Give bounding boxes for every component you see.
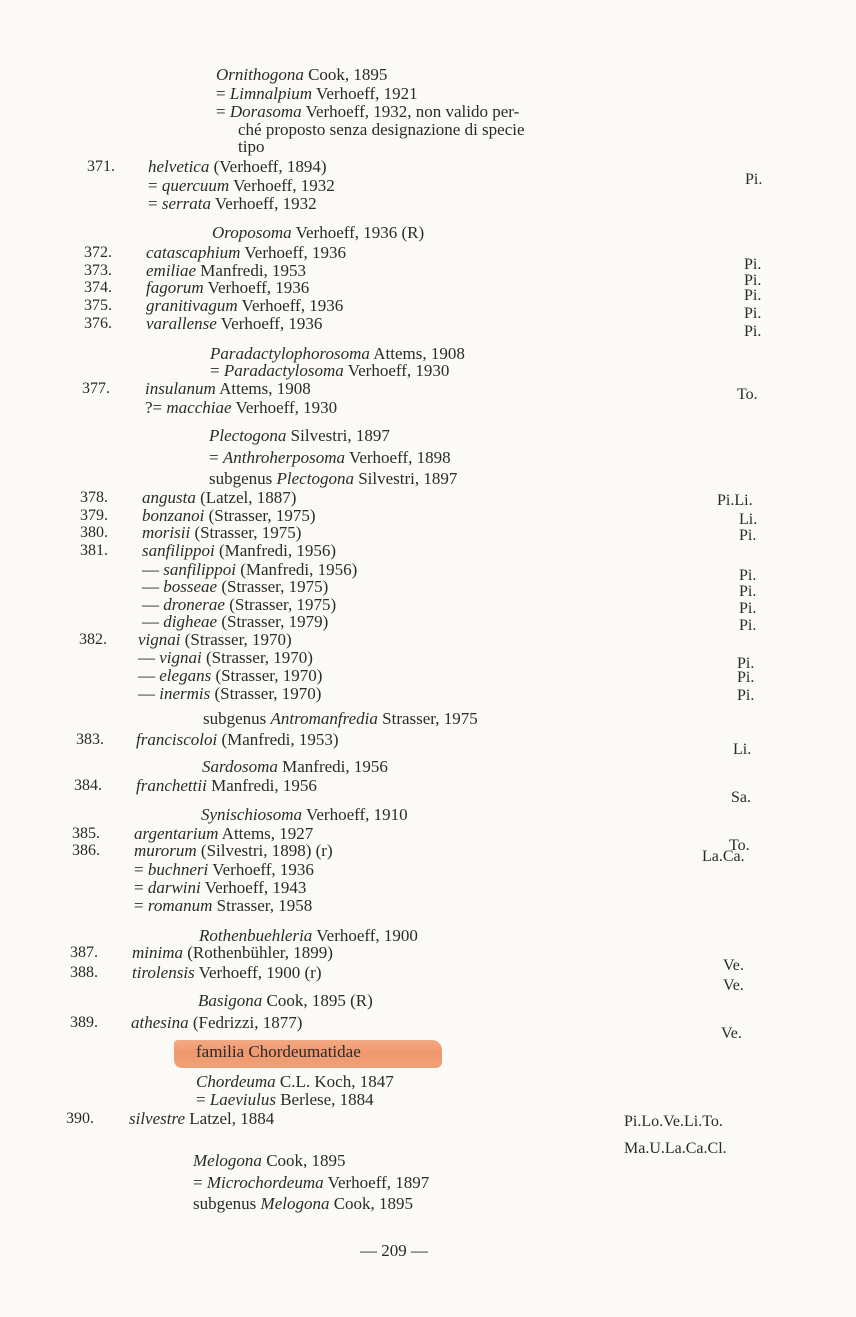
taxon-line xyxy=(202,758,388,776)
taxon-line xyxy=(138,667,322,685)
taxon-name: argentarium xyxy=(134,824,219,843)
taxon-name: Anthroherposoma xyxy=(222,448,345,467)
taxon-text: Verhoeff, 1910 xyxy=(302,805,408,824)
taxon-name: emiliae xyxy=(146,261,197,280)
taxon-name: darwini xyxy=(147,878,201,897)
taxon-text: Verhoeff, 1932, non valido per- xyxy=(301,102,520,121)
distribution-regions: Pi. xyxy=(744,272,762,289)
taxon-name: romanum xyxy=(147,896,213,915)
distribution-regions: Pi. xyxy=(745,171,763,188)
taxon-line xyxy=(238,121,525,139)
distribution-regions: Pi. xyxy=(739,567,757,584)
entry-number: 380. xyxy=(80,524,108,541)
taxon-text: Attems, 1927 xyxy=(218,824,314,843)
taxon-line xyxy=(198,992,373,1010)
taxon-name: Melogona xyxy=(193,1151,262,1170)
taxon-text: (Manfredi, 1956) xyxy=(235,560,358,579)
taxon-text: = xyxy=(134,896,148,915)
taxon-text: (Verhoeff, 1894) xyxy=(209,157,327,176)
taxon-name: tirolensis xyxy=(132,963,195,982)
taxon-name: Basigona xyxy=(198,991,263,1010)
taxon-text: ?= xyxy=(145,398,167,417)
distribution-regions: Pi.Lo.Ve.Li.To. xyxy=(624,1113,723,1130)
entry-number: 379. xyxy=(80,507,108,524)
taxon-name: sanfilippoi xyxy=(163,560,236,579)
taxon-text: = xyxy=(210,361,224,380)
taxon-name: bosseae xyxy=(163,577,218,596)
taxon-name: Paradactylophorosoma xyxy=(210,344,370,363)
taxon-text: Silvestri, 1897 xyxy=(286,426,390,445)
taxon-text: ché proposto senza designazione di specie xyxy=(238,120,525,139)
taxon-text: — xyxy=(142,612,164,631)
taxon-name: helvetica xyxy=(148,157,210,176)
entry-number: 375. xyxy=(84,297,112,314)
taxon-name: serrata xyxy=(161,194,211,213)
taxon-text: Verhoeff, 1936 xyxy=(203,278,310,297)
taxon-line xyxy=(216,85,418,103)
taxon-line xyxy=(196,1043,361,1061)
species-entry xyxy=(142,524,301,542)
taxon-name: Melogona xyxy=(260,1194,330,1213)
species-entry xyxy=(132,944,333,962)
taxon-line xyxy=(203,710,478,728)
taxon-text: (Rothenbühler, 1899) xyxy=(183,943,333,962)
taxon-text: Verhoeff, 1936 xyxy=(216,314,323,333)
distribution-regions: Pi. xyxy=(744,323,762,340)
taxon-text: = xyxy=(196,1090,210,1109)
taxon-line xyxy=(148,177,335,195)
taxon-text: tipo xyxy=(238,137,265,156)
entry-number: 385. xyxy=(72,825,100,842)
taxon-text: Cook, 1895 xyxy=(303,65,388,84)
taxon-line xyxy=(210,362,449,380)
species-entry xyxy=(138,631,292,649)
taxon-line xyxy=(193,1195,413,1213)
taxon-name: minima xyxy=(132,943,183,962)
taxon-name: Chordeuma xyxy=(196,1072,276,1091)
species-entry xyxy=(129,1110,274,1128)
taxon-text: = xyxy=(193,1173,207,1192)
taxon-name: Laeviulus xyxy=(209,1090,276,1109)
taxon-text: Latzel, 1884 xyxy=(185,1109,275,1128)
entry-number: 373. xyxy=(84,262,112,279)
taxon-line xyxy=(209,427,390,445)
species-entry xyxy=(136,777,317,795)
distribution-regions: Pi. xyxy=(739,617,757,634)
taxon-text: Verhoeff, 1900 (r) xyxy=(194,963,322,982)
taxon-text: subgenus xyxy=(193,1194,261,1213)
taxon-name: varallense xyxy=(146,314,217,333)
taxon-name: Plectogona xyxy=(209,426,287,445)
taxon-text: C.L. Koch, 1847 xyxy=(275,1072,394,1091)
taxon-text: Verhoeff, 1897 xyxy=(323,1173,430,1192)
distribution-regions: Ma.U.La.Ca.Cl. xyxy=(624,1140,727,1157)
entry-number: 386. xyxy=(72,842,100,859)
taxon-name: insulanum xyxy=(145,379,216,398)
taxon-text: (Latzel, 1887) xyxy=(195,488,297,507)
taxon-line xyxy=(216,103,519,121)
taxon-name: elegans xyxy=(159,666,212,685)
species-entry xyxy=(146,279,309,297)
distribution-regions: Ve. xyxy=(721,1025,742,1042)
taxon-line xyxy=(134,861,314,879)
entry-number: 388. xyxy=(70,964,98,981)
distribution-regions: Pi. xyxy=(737,655,755,672)
taxon-name: quercuum xyxy=(161,176,230,195)
distribution-regions: Ve. xyxy=(723,977,744,994)
distribution-regions: Pi. xyxy=(739,527,757,544)
taxon-name: vignai xyxy=(159,648,202,667)
distribution-regions: Pi. xyxy=(737,687,755,704)
taxon-name: Antromanfredia xyxy=(270,709,378,728)
taxon-text: — xyxy=(138,666,160,685)
taxon-text: subgenus xyxy=(203,709,271,728)
taxon-name: Sardosoma xyxy=(202,757,278,776)
taxon-text: = xyxy=(216,84,230,103)
taxon-text: (Strasser, 1975) xyxy=(224,595,337,614)
taxon-text: (Strasser, 1975) xyxy=(217,577,329,596)
distribution-regions: La.Ca. xyxy=(702,848,745,865)
taxon-name: granitivagum xyxy=(146,296,238,315)
taxon-line xyxy=(134,897,312,915)
taxon-text: = xyxy=(134,878,148,897)
distribution-regions: Pi. xyxy=(744,305,762,322)
taxon-text: Manfredi, 1953 xyxy=(196,261,307,280)
entry-number: 372. xyxy=(84,244,112,261)
taxon-text: (Strasser, 1970) xyxy=(211,666,323,685)
species-entry xyxy=(146,297,343,315)
distribution-regions: Ve. xyxy=(723,957,744,974)
taxon-line xyxy=(212,224,424,242)
entry-number: 389. xyxy=(70,1014,98,1031)
entry-number: 383. xyxy=(76,731,104,748)
taxon-text: — xyxy=(142,560,164,579)
species-entry xyxy=(134,842,333,860)
taxon-text: — xyxy=(142,595,164,614)
taxon-text: Verhoeff, 1932 xyxy=(210,194,317,213)
taxon-name: Limnalpium xyxy=(229,84,313,103)
taxon-line xyxy=(216,66,387,84)
taxon-name: Oroposoma xyxy=(212,223,292,242)
entry-number: 378. xyxy=(80,489,108,506)
taxon-line xyxy=(138,685,321,703)
taxon-text: (Strasser, 1975) xyxy=(190,523,302,542)
taxon-name: Rothenbuehleria xyxy=(199,926,313,945)
taxon-name: angusta xyxy=(142,488,196,507)
taxon-text: Manfredi, 1956 xyxy=(277,757,388,776)
taxon-text: (Fedrizzi, 1877) xyxy=(188,1013,303,1032)
taxon-line xyxy=(148,195,317,213)
taxon-line xyxy=(138,649,313,667)
taxon-name: bonzanoi xyxy=(142,506,205,525)
taxon-name: macchiae xyxy=(166,398,232,417)
taxon-text: Cook, 1895 (R) xyxy=(262,991,373,1010)
taxon-name: dronerae xyxy=(163,595,225,614)
entry-number: 377. xyxy=(82,380,110,397)
taxon-text: (Strasser, 1979) xyxy=(217,612,329,631)
species-entry xyxy=(146,315,322,333)
taxon-text: (Strasser, 1975) xyxy=(204,506,316,525)
taxon-text: familia Chordeumatidae xyxy=(196,1042,361,1061)
taxon-text: Verhoeff, 1898 xyxy=(345,448,451,467)
taxon-line xyxy=(142,613,328,631)
taxon-text: — xyxy=(138,648,160,667)
distribution-regions: Pi. xyxy=(744,287,762,304)
taxon-text: (Strasser, 1970) xyxy=(201,648,313,667)
taxon-line xyxy=(193,1174,429,1192)
taxon-text: (Manfredi, 1953) xyxy=(217,730,339,749)
distribution-regions: Sa. xyxy=(731,789,751,806)
taxon-name: Synischiosoma xyxy=(201,805,303,824)
taxon-text: (Manfredi, 1956) xyxy=(214,541,337,560)
taxon-name: Plectogona xyxy=(276,469,354,488)
distribution-regions: Pi. xyxy=(739,600,757,617)
distribution-regions: Pi. xyxy=(744,256,762,273)
taxon-name: buchneri xyxy=(147,860,209,879)
species-entry xyxy=(146,244,346,262)
taxon-text: Manfredi, 1956 xyxy=(206,776,317,795)
taxon-text: (Strasser, 1970) xyxy=(210,684,322,703)
taxon-line xyxy=(238,138,264,156)
taxon-text: Verhoeff, 1930 xyxy=(231,398,338,417)
taxon-text: Verhoeff, 1930 xyxy=(343,361,450,380)
taxon-line xyxy=(209,449,451,467)
distribution-regions: Pi. xyxy=(739,583,757,600)
taxon-text: (Silvestri, 1898) (r) xyxy=(196,841,333,860)
entry-number: 374. xyxy=(84,279,112,296)
taxon-name: franchettii xyxy=(136,776,207,795)
taxon-text: Attems, 1908 xyxy=(369,344,465,363)
taxon-text: Strasser, 1975 xyxy=(377,709,478,728)
distribution-regions: Pi. xyxy=(737,669,755,686)
taxon-text: Cook, 1895 xyxy=(261,1151,346,1170)
taxon-text: Strasser, 1958 xyxy=(212,896,313,915)
taxon-text: Verhoeff, 1943 xyxy=(200,878,307,897)
entry-number: 381. xyxy=(80,542,108,559)
taxon-name: sanfilippoi xyxy=(142,541,215,560)
taxon-name: Ornithogona xyxy=(216,65,304,84)
taxon-text: — xyxy=(138,684,160,703)
species-entry xyxy=(131,1014,302,1032)
distribution-regions: Li. xyxy=(739,511,758,528)
taxon-text: (Strasser, 1970) xyxy=(180,630,292,649)
taxon-name: vignai xyxy=(138,630,181,649)
taxon-text: Berlese, 1884 xyxy=(275,1090,374,1109)
taxon-name: digheae xyxy=(163,612,218,631)
taxon-name: murorum xyxy=(134,841,197,860)
entry-number: 390. xyxy=(66,1110,94,1127)
taxon-text: Verhoeff, 1936 (R) xyxy=(291,223,425,242)
distribution-regions: To. xyxy=(729,837,750,854)
taxon-line xyxy=(201,806,408,824)
taxon-text: subgenus xyxy=(209,469,277,488)
taxon-name: franciscoloi xyxy=(136,730,218,749)
taxon-text: Cook, 1895 xyxy=(329,1194,414,1213)
taxon-line xyxy=(145,399,337,417)
distribution-regions: Pi.Li. xyxy=(717,492,753,509)
taxon-text: = xyxy=(148,176,162,195)
distribution-regions: Li. xyxy=(733,741,752,758)
species-entry xyxy=(148,158,327,176)
page-number: — 209 — xyxy=(360,1241,428,1260)
taxon-name: Paradactylosoma xyxy=(223,361,344,380)
taxon-line xyxy=(134,879,306,897)
species-entry xyxy=(136,731,339,749)
taxon-line xyxy=(193,1152,346,1170)
taxon-line xyxy=(209,470,457,488)
taxon-text: Verhoeff, 1900 xyxy=(312,926,418,945)
taxon-text: Silvestri, 1897 xyxy=(353,469,458,488)
entry-number: 387. xyxy=(70,944,98,961)
taxon-name: inermis xyxy=(159,684,211,703)
distribution-regions: To. xyxy=(737,386,758,403)
taxon-name: fagorum xyxy=(146,278,204,297)
taxon-text: = xyxy=(148,194,162,213)
taxon-name: morisii xyxy=(142,523,191,542)
taxon-text: Verhoeff, 1936 xyxy=(240,243,347,262)
species-entry xyxy=(142,542,336,560)
taxon-text: = xyxy=(134,860,148,879)
taxon-name: Microchordeuma xyxy=(206,1173,324,1192)
taxon-text: Attems, 1908 xyxy=(215,379,311,398)
taxon-text: = xyxy=(216,102,230,121)
taxon-name: silvestre xyxy=(129,1109,186,1128)
taxon-text: Verhoeff, 1936 xyxy=(208,860,314,879)
taxon-line xyxy=(196,1073,394,1091)
species-entry xyxy=(142,489,296,507)
taxon-name: athesina xyxy=(131,1013,189,1032)
taxon-text: — xyxy=(142,577,164,596)
species-entry xyxy=(132,964,322,982)
taxon-text: Verhoeff, 1932 xyxy=(229,176,335,195)
entry-number: 382. xyxy=(79,631,107,648)
entry-number: 384. xyxy=(74,777,102,794)
taxon-text: = xyxy=(209,448,223,467)
taxon-text: Verhoeff, 1921 xyxy=(312,84,418,103)
taxon-text: Verhoeff, 1936 xyxy=(237,296,344,315)
taxon-name: catascaphium xyxy=(146,243,241,262)
taxon-line xyxy=(142,578,328,596)
species-entry xyxy=(145,380,311,398)
taxon-name: Dorasoma xyxy=(229,102,302,121)
entry-number: 376. xyxy=(84,315,112,332)
entry-number: 371. xyxy=(87,158,115,175)
taxon-line xyxy=(196,1091,374,1109)
